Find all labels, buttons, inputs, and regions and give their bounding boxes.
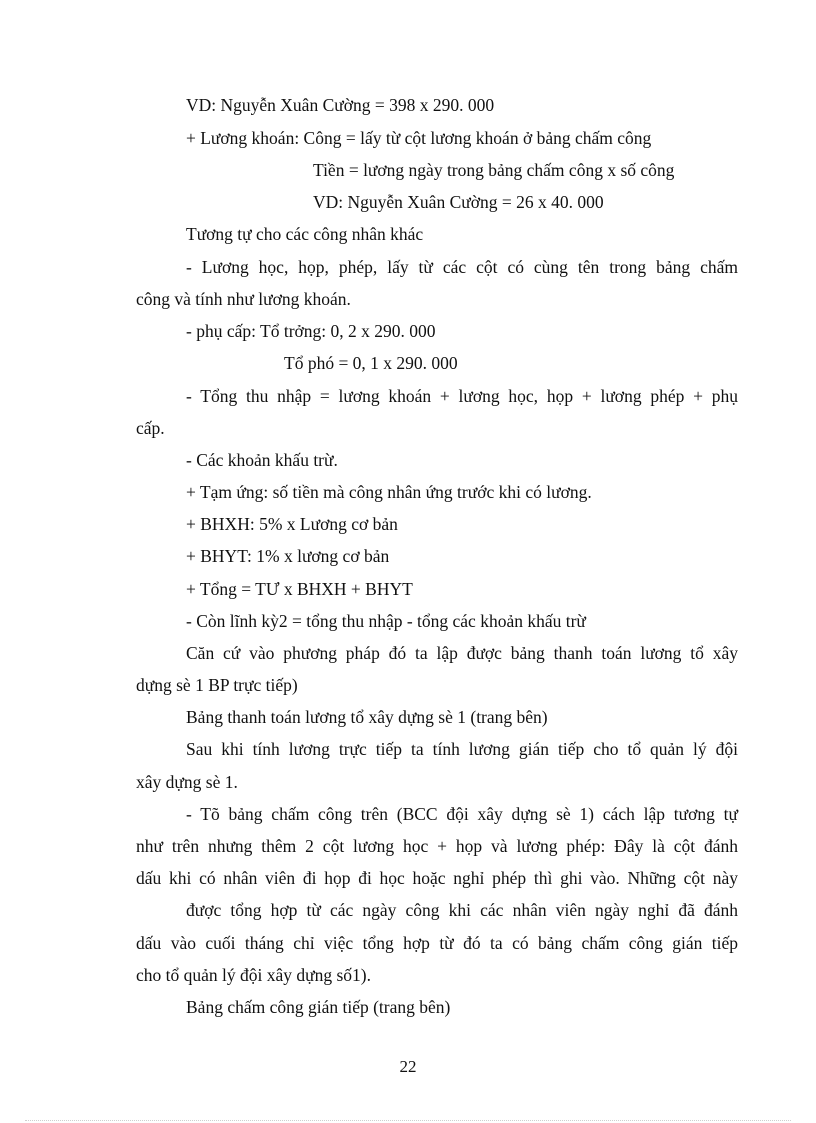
page-bottom-divider xyxy=(25,1120,791,1121)
net-pay-line: - Còn lĩnh kỳ2 = tổng thu nhập - tổng các khoản khấu trừ xyxy=(186,611,586,631)
money-formula-line: Tiền = lương ngày trong bảng chấm công x số công xyxy=(313,160,675,180)
indirect-wage-line: Sau khi tính lương trực tiếp ta tính lương gián tiếp cho tổ quản lý đội xyxy=(186,739,738,759)
bhxh-line: + BHXH: 5% x Lương cơ bản xyxy=(186,514,398,534)
attendance-sheet-line-3: dấu khi có nhân viên đi họp đi học hoặc nghỉ phép thì ghi vào. Những cột này xyxy=(136,868,738,888)
method-line: Căn cứ vào phương pháp đó ta lập được bảng thanh toán lương tổ xây xyxy=(186,643,738,663)
bhyt-line: + BHYT: 1% x lương cơ bản xyxy=(186,546,390,566)
payroll-table-ref: Bảng thanh toán lương tổ xây dựng sè 1 (trang bên) xyxy=(186,707,548,727)
deductions-heading: - Các khoản khấu trừ. xyxy=(186,450,338,470)
total-income-line-cont: cấp. xyxy=(136,418,165,438)
study-wage-line-cont: công và tính như lương khoán. xyxy=(136,289,351,309)
total-deduction-line: + Tổng = TƯ x BHXH + BHYT xyxy=(186,579,413,599)
method-line-cont: dựng sè 1 BP trực tiếp) xyxy=(136,675,298,695)
indirect-attendance-ref: Bảng chấm công gián tiếp (trang bên) xyxy=(186,997,451,1017)
attendance-sheet-line: - Tõ bảng chấm công trên (BCC đội xây dựng sè 1) cách lập tương tự xyxy=(186,804,738,824)
attendance-sheet-line-2: như trên nhưng thêm 2 cột lương học + họp và lương phép: Đây là cột đánh xyxy=(136,836,738,856)
study-wage-line: - Lương học, họp, phép, lấy từ các cột có cùng tên trong bảng chấm xyxy=(186,257,738,277)
advance-line: + Tạm ứng: số tiền mà công nhân ứng trước khi có lương. xyxy=(186,482,592,502)
total-income-line: - Tổng thu nhập = lương khoán + lương học, họp + lương phép + phụ xyxy=(186,386,738,406)
similar-workers-line: Tương tự cho các công nhân khác xyxy=(186,224,424,244)
summary-line-2: dấu vào cuối tháng chỉ việc tổng hợp từ đó ta có bảng chấm công gián tiếp xyxy=(136,933,738,953)
indirect-wage-line-cont: xây dựng sè 1. xyxy=(136,772,238,792)
summary-line: được tổng hợp từ các ngày công khi các nhân viên ngày nghỉ đã đánh xyxy=(186,900,738,920)
summary-line-3: cho tổ quản lý đội xây dựng số1). xyxy=(136,965,372,985)
allowance-deputy-line: Tổ phó = 0, 1 x 290. 000 xyxy=(284,353,458,373)
example-line-1: VD: Nguyễn Xuân Cường = 398 x 290. 000 xyxy=(186,95,495,115)
example-line-2: VD: Nguyễn Xuân Cường = 26 x 40. 000 xyxy=(313,192,604,212)
piece-wage-line: + Lương khoán: Công = lấy từ cột lương khoán ở bảng chấm công xyxy=(186,128,652,148)
allowance-leader-line: - phụ cấp: Tổ trởng: 0, 2 x 290. 000 xyxy=(186,321,436,341)
page-number: 22 xyxy=(399,1057,417,1076)
